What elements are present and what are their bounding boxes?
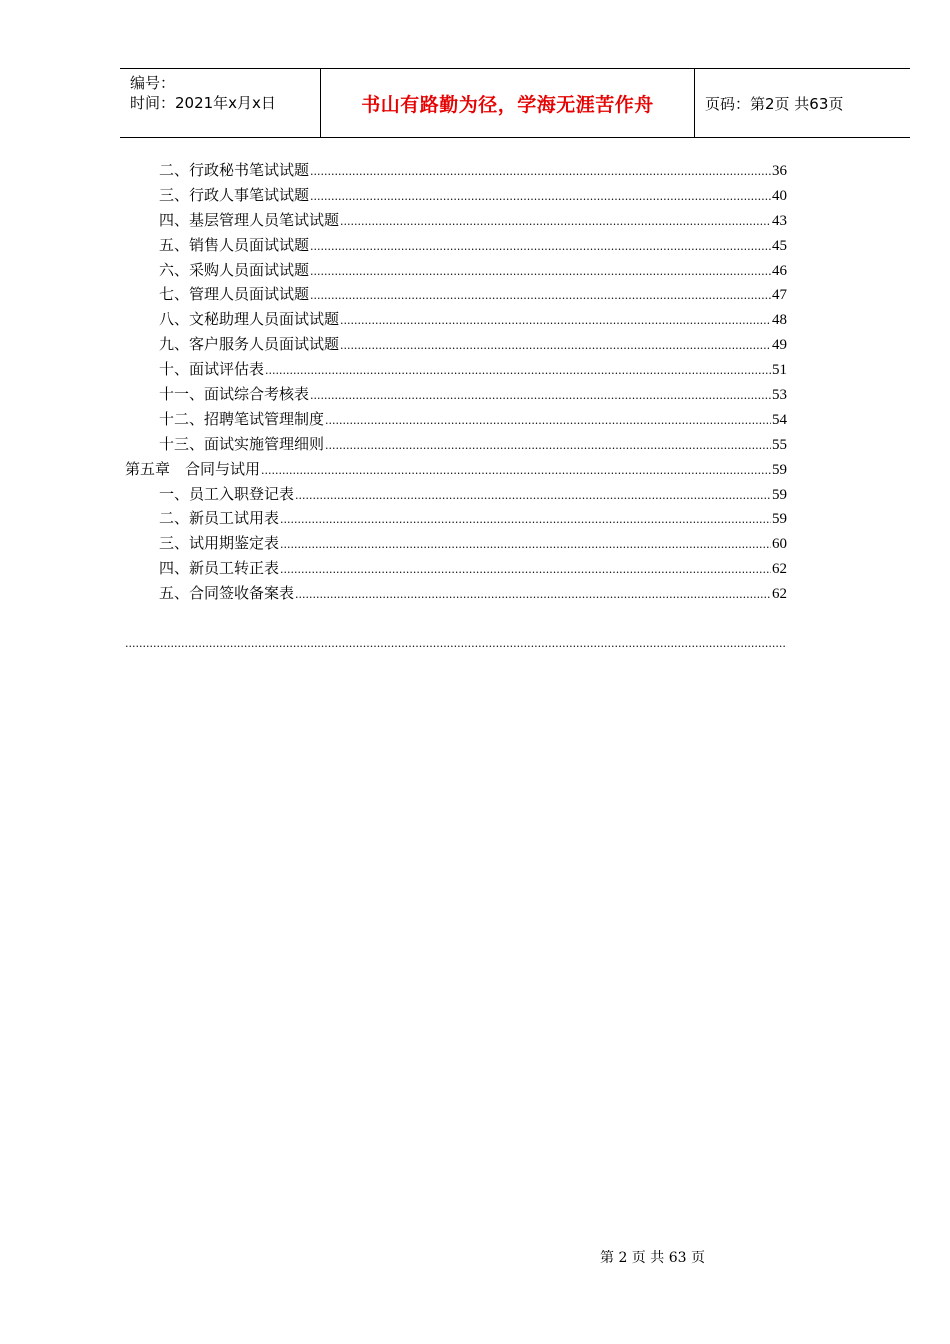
toc-dot-leader	[340, 309, 771, 334]
toc-entry-label: 五、销售人员面试试题	[159, 235, 310, 254]
toc-entry-page: 47	[772, 287, 787, 304]
toc-entry[interactable]	[125, 556, 787, 581]
toc-entry-page: 60	[772, 536, 787, 553]
toc-entry-label: 第五章 合同与试用	[125, 459, 261, 478]
table-of-contents	[125, 158, 787, 606]
toc-dot-leader	[310, 235, 771, 260]
doc-time-label: 时间：2021年x月x日	[130, 94, 276, 112]
header-motto-cell	[321, 69, 695, 137]
toc-dot-leader	[310, 260, 771, 285]
toc-entry[interactable]	[125, 506, 787, 531]
toc-entry-page: 59	[772, 486, 787, 503]
toc-dot-leader	[261, 459, 771, 484]
toc-dot-leader	[280, 558, 771, 583]
toc-entry[interactable]	[125, 382, 787, 407]
toc-entry[interactable]	[125, 208, 787, 233]
toc-entry[interactable]	[125, 258, 787, 283]
toc-entry-label: 四、基层管理人员笔试试题	[159, 210, 340, 229]
toc-dot-leader	[310, 284, 771, 309]
toc-entry-page: 62	[772, 586, 787, 603]
toc-entry-label: 二、新员工试用表	[159, 509, 280, 528]
toc-dot-leader	[280, 508, 771, 533]
toc-entry-page: 49	[772, 337, 787, 354]
toc-dot-leader	[325, 409, 771, 434]
toc-entry[interactable]	[125, 432, 787, 457]
toc-dot-leader	[340, 334, 771, 359]
toc-entry-page: 36	[772, 163, 787, 179]
toc-dot-leader	[310, 384, 771, 409]
toc-entry[interactable]	[125, 183, 787, 208]
toc-entry-page: 62	[772, 561, 787, 578]
toc-entry-page: 43	[772, 212, 787, 229]
toc-entry[interactable]	[125, 357, 787, 382]
toc-entry-label: 二、行政秘书笔试试题	[159, 161, 310, 179]
toc-entry-label: 十、面试评估表	[159, 360, 265, 379]
toc-entry-page: 48	[772, 312, 787, 329]
toc-dot-leader	[265, 359, 771, 384]
toc-entry[interactable]	[125, 307, 787, 332]
toc-entry-page: 59	[772, 511, 787, 528]
toc-entry-label: 三、行政人事笔试试题	[159, 185, 310, 204]
toc-dot-leader	[280, 533, 771, 558]
toc-entry[interactable]	[125, 282, 787, 307]
dotted-leader-line	[125, 636, 787, 652]
toc-entry[interactable]	[125, 531, 787, 556]
toc-entry[interactable]	[125, 332, 787, 357]
toc-dot-leader	[310, 160, 771, 185]
toc-entry-page: 51	[772, 362, 787, 379]
toc-entry-label: 八、文秘助理人员面试试题	[159, 310, 340, 329]
page-header	[120, 68, 910, 138]
toc-entry-page: 45	[772, 237, 787, 254]
header-motto: 书山有路勤为径，学海无涯苦作舟	[361, 93, 654, 116]
toc-dot-leader	[325, 434, 771, 459]
doc-number-label: 编号：	[130, 74, 176, 92]
toc-entry[interactable]	[125, 457, 787, 482]
page-footer: 第 2 页 共 63 页	[600, 1250, 705, 1266]
header-page-code: 页码：第2页 共63页	[705, 94, 844, 113]
toc-dot-leader	[310, 185, 771, 210]
toc-entry-label: 六、采购人员面试试题	[159, 260, 310, 279]
toc-entry-page: 40	[772, 187, 787, 204]
toc-entry-page: 54	[772, 411, 787, 428]
toc-entry-page: 53	[772, 387, 787, 404]
toc-entry-label: 五、合同签收备案表	[159, 584, 295, 603]
header-page-cell	[695, 69, 910, 137]
toc-entry[interactable]	[125, 158, 787, 183]
toc-entry-label: 七、管理人员面试试题	[159, 285, 310, 304]
toc-entry[interactable]	[125, 233, 787, 258]
toc-entry-label: 一、员工入职登记表	[159, 484, 295, 503]
toc-entry[interactable]	[125, 482, 787, 507]
toc-dot-leader	[295, 484, 771, 509]
toc-entry-label: 十三、面试实施管理细则	[159, 434, 325, 453]
toc-entry-label: 三、试用期鉴定表	[159, 534, 280, 553]
header-info-cell	[120, 69, 321, 137]
toc-entry-label: 十二、招聘笔试管理制度	[159, 409, 325, 428]
toc-entry-label: 十一、面试综合考核表	[159, 385, 310, 404]
toc-entry-page: 55	[772, 436, 787, 453]
toc-dot-leader	[295, 583, 771, 608]
toc-entry-page: 46	[772, 262, 787, 279]
toc-entry-page: 59	[772, 461, 787, 478]
toc-entry-label: 四、新员工转正表	[159, 559, 280, 578]
toc-dot-leader	[340, 210, 771, 235]
toc-entry-label: 九、客户服务人员面试试题	[159, 335, 340, 354]
toc-entry[interactable]	[125, 407, 787, 432]
toc-entry[interactable]	[125, 581, 787, 606]
